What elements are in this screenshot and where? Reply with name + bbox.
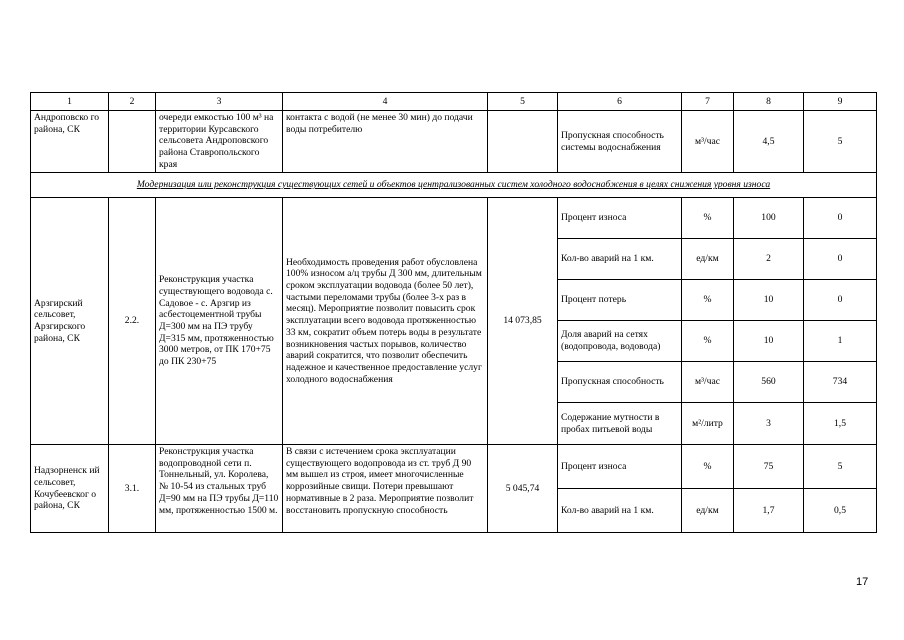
cost-cell: 5 045,74 [488, 445, 558, 533]
indicator-cell: Кол-во аварий на 1 км. [558, 489, 682, 533]
description-cell: очереди емкостью 100 м³ на территории Курсавского сельсовета Андроповского района Ставропольского края [156, 111, 283, 173]
header-cell: 5 [488, 93, 558, 111]
indicator-cell: Процент износа [558, 445, 682, 489]
after-value-cell: 0 [804, 280, 877, 321]
unit-cell: % [682, 280, 734, 321]
after-value-cell: 0 [804, 198, 877, 239]
indicator-cell: Процент износа [558, 198, 682, 239]
after-value-cell: 734 [804, 362, 877, 403]
after-value-cell: 1,5 [804, 403, 877, 445]
before-value-cell: 10 [734, 321, 804, 362]
cost-cell: 14 073,85 [488, 198, 558, 445]
description-cell: Реконструкция участка водопроводной сети п. Тоннельный, ул. Королева, № 10-54 из стальных труб Д=90 мм на ПЭ трубы Д=110 мм, протяженностью 1500 м. [156, 445, 283, 533]
after-value-cell: 0 [804, 239, 877, 280]
before-value-cell: 560 [734, 362, 804, 403]
number-cell: 2.2. [109, 198, 156, 445]
table-row [31, 445, 877, 489]
unit-cell: % [682, 198, 734, 239]
unit-cell: % [682, 321, 734, 362]
header-cell: 1 [31, 93, 109, 111]
header-row [31, 93, 877, 111]
section-row [31, 173, 877, 198]
header-cell: 7 [682, 93, 734, 111]
page-number: 17 [856, 576, 869, 588]
justification-cell: контакта с водой (не менее 30 мин) до подачи воды потребителю [283, 111, 488, 173]
header-cell: 2 [109, 93, 156, 111]
unit-cell: м²/литр [682, 403, 734, 445]
justification-cell: В связи с истечением срока эксплуатации существующего водопровода из ст. труб Д 90 мм вышел из строя, имеет многочисленные коррозийные свищи. Потери превышают нормативные в 2 раза. Мероприятие позволит восстановить пропускную способность [283, 445, 488, 533]
cost-cell [488, 111, 558, 173]
municipality-cell: Арзгирский сельсовет, Арзгирского района, СК [31, 198, 109, 445]
indicator-cell: Пропускная способность системы водоснабжения [558, 111, 682, 173]
justification-cell: Необходимость проведения работ обусловлена 100% износом а/ц трубы Д 300 мм, длительным сроком эксплуатации водовода (более 50 лет), частыми переломами трубы (более 3-х раз в месяц). Мероприятие позволит повысить срок эксплуатации всего водовода протяженностью 33 км, сократит объем потерь воды в результате возникновения частых порывов, количество аварий сократится, что позволит обеспечить надежное и качественное предоставление услуг холодного водоснабжения [283, 198, 488, 445]
before-value-cell: 3 [734, 403, 804, 445]
before-value-cell: 10 [734, 280, 804, 321]
investment-program-table [30, 92, 877, 533]
section-title: Модернизация или реконструкция существующих сетей и объектов централизованных систем холодного водоснабжения в целях снижения уровня износа [31, 173, 877, 198]
before-value-cell: 1,7 [734, 489, 804, 533]
indicator-cell: Процент потерь [558, 280, 682, 321]
table-row [31, 111, 877, 173]
indicator-cell: Содержание мутности в пробах питьевой воды [558, 403, 682, 445]
header-cell: 8 [734, 93, 804, 111]
indicator-cell: Доля аварий на сетях (водопровода, водовода) [558, 321, 682, 362]
unit-cell: ед/км [682, 489, 734, 533]
after-value-cell: 5 [804, 445, 877, 489]
indicator-cell: Пропускная способность [558, 362, 682, 403]
unit-cell: ед/км [682, 239, 734, 280]
after-value-cell: 5 [804, 111, 877, 173]
before-value-cell: 100 [734, 198, 804, 239]
after-value-cell: 0,5 [804, 489, 877, 533]
header-cell: 3 [156, 93, 283, 111]
before-value-cell: 2 [734, 239, 804, 280]
municipality-cell: Надзорненск ий сельсовет, Кочубеевског о района, СК [31, 445, 109, 533]
unit-cell: м³/час [682, 362, 734, 403]
header-cell: 4 [283, 93, 488, 111]
table-row [31, 198, 877, 239]
number-cell [109, 111, 156, 173]
header-cell: 9 [804, 93, 877, 111]
after-value-cell: 1 [804, 321, 877, 362]
before-value-cell: 4,5 [734, 111, 804, 173]
header-cell: 6 [558, 93, 682, 111]
indicator-cell: Кол-во аварий на 1 км. [558, 239, 682, 280]
number-cell: 3.1. [109, 445, 156, 533]
municipality-cell: Андроповско го района, СК [31, 111, 109, 173]
description-cell: Реконструкция участка существующего водовода с. Садовое - с. Арзгир из асбестоцементной трубы Д=300 мм на ПЭ трубу Д=315 мм, протяженностью 3000 метров, от ПК 170+75 до ПК 230+75 [156, 198, 283, 445]
unit-cell: % [682, 445, 734, 489]
unit-cell: м³/час [682, 111, 734, 173]
before-value-cell: 75 [734, 445, 804, 489]
